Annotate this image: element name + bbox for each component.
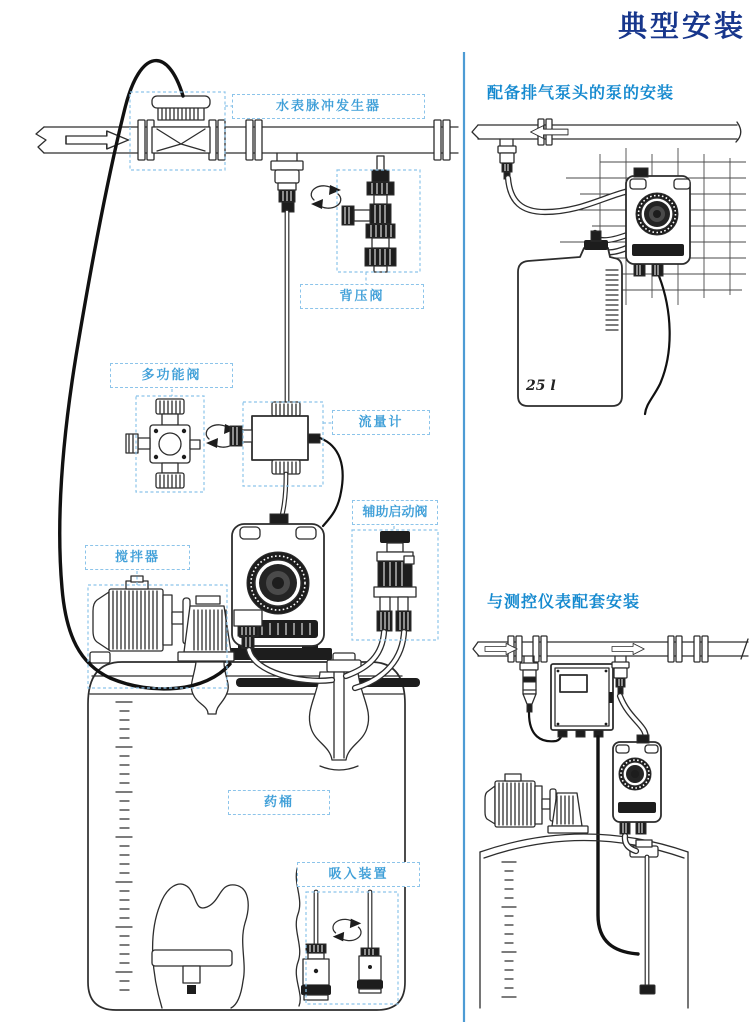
- probe-sensor-graphic: [520, 656, 538, 712]
- controller-graphic: [551, 664, 613, 737]
- injection-valve-graphic: [612, 656, 629, 694]
- water-meter-graphic: [152, 96, 210, 153]
- dosing-pump-graphic: [613, 735, 661, 834]
- wall-pump-graphic: [626, 168, 690, 276]
- dosing-pump-graphic: [222, 514, 332, 660]
- multi-function-valve-graphic: [126, 399, 200, 488]
- flow-arrow-icon: [612, 643, 644, 654]
- pipe-graphic: [36, 120, 458, 160]
- injection-valve-graphic: [498, 146, 516, 179]
- label-chemical-tank: 药桶: [228, 790, 330, 815]
- injection-valve-graphic: [271, 153, 303, 212]
- tank-graphic: [480, 834, 688, 1008]
- label-agitator: 搅拌器: [85, 545, 190, 570]
- section-heading-degassing-pump: 配备排气泵头的泵的安装: [487, 85, 675, 102]
- label-water-meter-pulse-generator: 水表脉冲发生器: [232, 94, 425, 119]
- page-title: 典型安装: [617, 11, 746, 43]
- instrument-diagram: [473, 636, 748, 1008]
- label-aux-start-valve: 辅助启动阀: [352, 500, 438, 525]
- tank-volume-label: 25 l: [526, 378, 556, 394]
- section-heading-instruments: 与测控仪表配套安装: [487, 594, 641, 611]
- agitator-graphic: [485, 774, 588, 833]
- label-multi-function-valve: 多功能阀: [110, 363, 233, 388]
- aux-start-valve-graphic: [374, 531, 416, 631]
- label-back-pressure-valve: 背压阀: [300, 284, 424, 309]
- pump-cable: [645, 276, 670, 414]
- label-suction-device: 吸入装置: [297, 862, 420, 887]
- pipe-graphic: [473, 636, 748, 662]
- back-pressure-valve-graphic: [342, 156, 396, 272]
- degassing-pump-diagram: [472, 119, 746, 414]
- label-flow-meter: 流量计: [332, 410, 430, 435]
- pipe-graphic: [472, 119, 741, 146]
- tank-scale-marks: [502, 862, 516, 997]
